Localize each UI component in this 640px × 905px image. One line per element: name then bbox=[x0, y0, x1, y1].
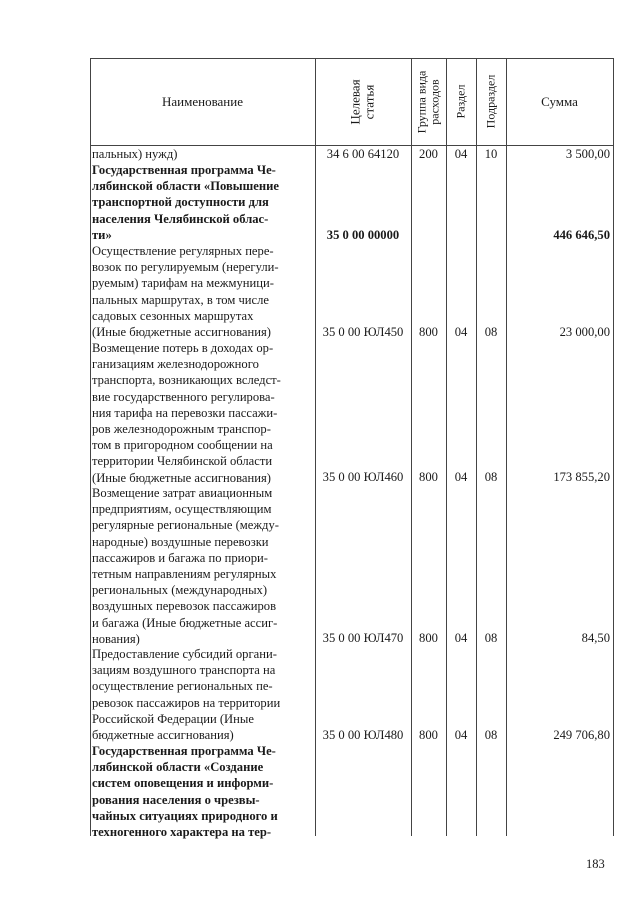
table-border-left bbox=[90, 58, 91, 836]
row-group: 200 bbox=[419, 147, 438, 161]
row-name: Осуществление регулярных пере- возок по регулируемым (нерегули- руемым) тарифам на межмуници- пальных маршрутах, в том числе садовых сезонных маршрутах (Иные бюджетные ассигнования) bbox=[92, 244, 279, 340]
row-name: Предоставление субсидий органи- зациям воздушного транспорта на осуществление региональных пе- ревозок пассажиров на территории Российской Федерации (Иные бюджетные ассигнования) bbox=[92, 647, 281, 743]
row-code: 34 6 00 64120 bbox=[326, 147, 400, 161]
row-section: 04 bbox=[454, 631, 468, 645]
row-name: Государственная программа Че- лябинской области «Повышение транспортной доступности для населения Челябинской облас- ти» bbox=[92, 163, 279, 242]
row-code: 35 0 00 ЮЛ460 bbox=[322, 470, 404, 484]
row-section: 04 bbox=[454, 470, 468, 484]
column-divider bbox=[411, 58, 412, 836]
row-group: 800 bbox=[419, 631, 438, 645]
row-group: 800 bbox=[419, 728, 438, 742]
row-name: Возмещение затрат авиационным предприятиям, осуществляющим регулярные региональные (между- народные) воздушные перевозки пассажиров и багажа по приори- тетным направлениям регулярных региональных (международных) воздушных перевозок пассажиров и багажа (Иные бюджетные ассиг- нования) bbox=[92, 486, 279, 646]
column-divider bbox=[446, 58, 447, 836]
row-subsection: 08 bbox=[484, 470, 498, 484]
row-subsection: 08 bbox=[484, 728, 498, 742]
row-subsection: 08 bbox=[484, 325, 498, 339]
row-amount: 3 500,00 bbox=[565, 147, 610, 161]
row-name: Возмещение потерь в доходах ор- ганизациям железнодорожного транспорта, возникающих вследст- вие государственного регулирова- ния тарифа на перевозки пассажи- ров железнодорожным транспор- том в пригородном сообщении на территории Челябинской области (Иные бюджетные ассигнования) bbox=[92, 341, 281, 485]
row-section: 04 bbox=[454, 325, 468, 339]
row-subsection: 08 bbox=[484, 631, 498, 645]
row-amount: 23 000,00 bbox=[559, 325, 610, 339]
row-amount: 84,50 bbox=[581, 631, 610, 645]
row-amount: 446 646,50 bbox=[553, 228, 610, 242]
row-amount: 173 855,20 bbox=[553, 470, 610, 484]
page-number: 183 bbox=[586, 857, 605, 871]
row-code: 35 0 00 ЮЛ450 bbox=[322, 325, 404, 339]
column-divider bbox=[315, 58, 316, 836]
row-section: 04 bbox=[454, 728, 468, 742]
row-name: пальных) нужд) bbox=[92, 147, 178, 161]
row-group: 800 bbox=[419, 325, 438, 339]
header-amount: Сумма bbox=[541, 93, 578, 109]
row-amount: 249 706,80 bbox=[553, 728, 610, 742]
row-section: 04 bbox=[454, 147, 468, 161]
row-code: 35 0 00 00000 bbox=[326, 228, 400, 242]
row-name: Государственная программа Че- лябинской области «Создание систем оповещения и информи- рования населения о чрезвы- чайных ситуациях природного и техногенного характера на тер- bbox=[92, 744, 278, 840]
row-code: 35 0 00 ЮЛ470 bbox=[322, 631, 404, 645]
table-border-right bbox=[613, 58, 614, 836]
header-target-article: Целевая статья bbox=[347, 78, 377, 125]
header-subsection: Подраздел bbox=[483, 74, 498, 129]
header-section: Раздел bbox=[453, 84, 468, 119]
header-expense-group: Группа вида расходов bbox=[414, 70, 442, 133]
column-divider bbox=[476, 58, 477, 836]
header-name: Наименование bbox=[162, 93, 243, 109]
column-divider bbox=[506, 58, 507, 836]
row-group: 800 bbox=[419, 470, 438, 484]
budget-table bbox=[90, 58, 614, 840]
row-code: 35 0 00 ЮЛ480 bbox=[322, 728, 404, 742]
row-subsection: 10 bbox=[484, 147, 498, 161]
